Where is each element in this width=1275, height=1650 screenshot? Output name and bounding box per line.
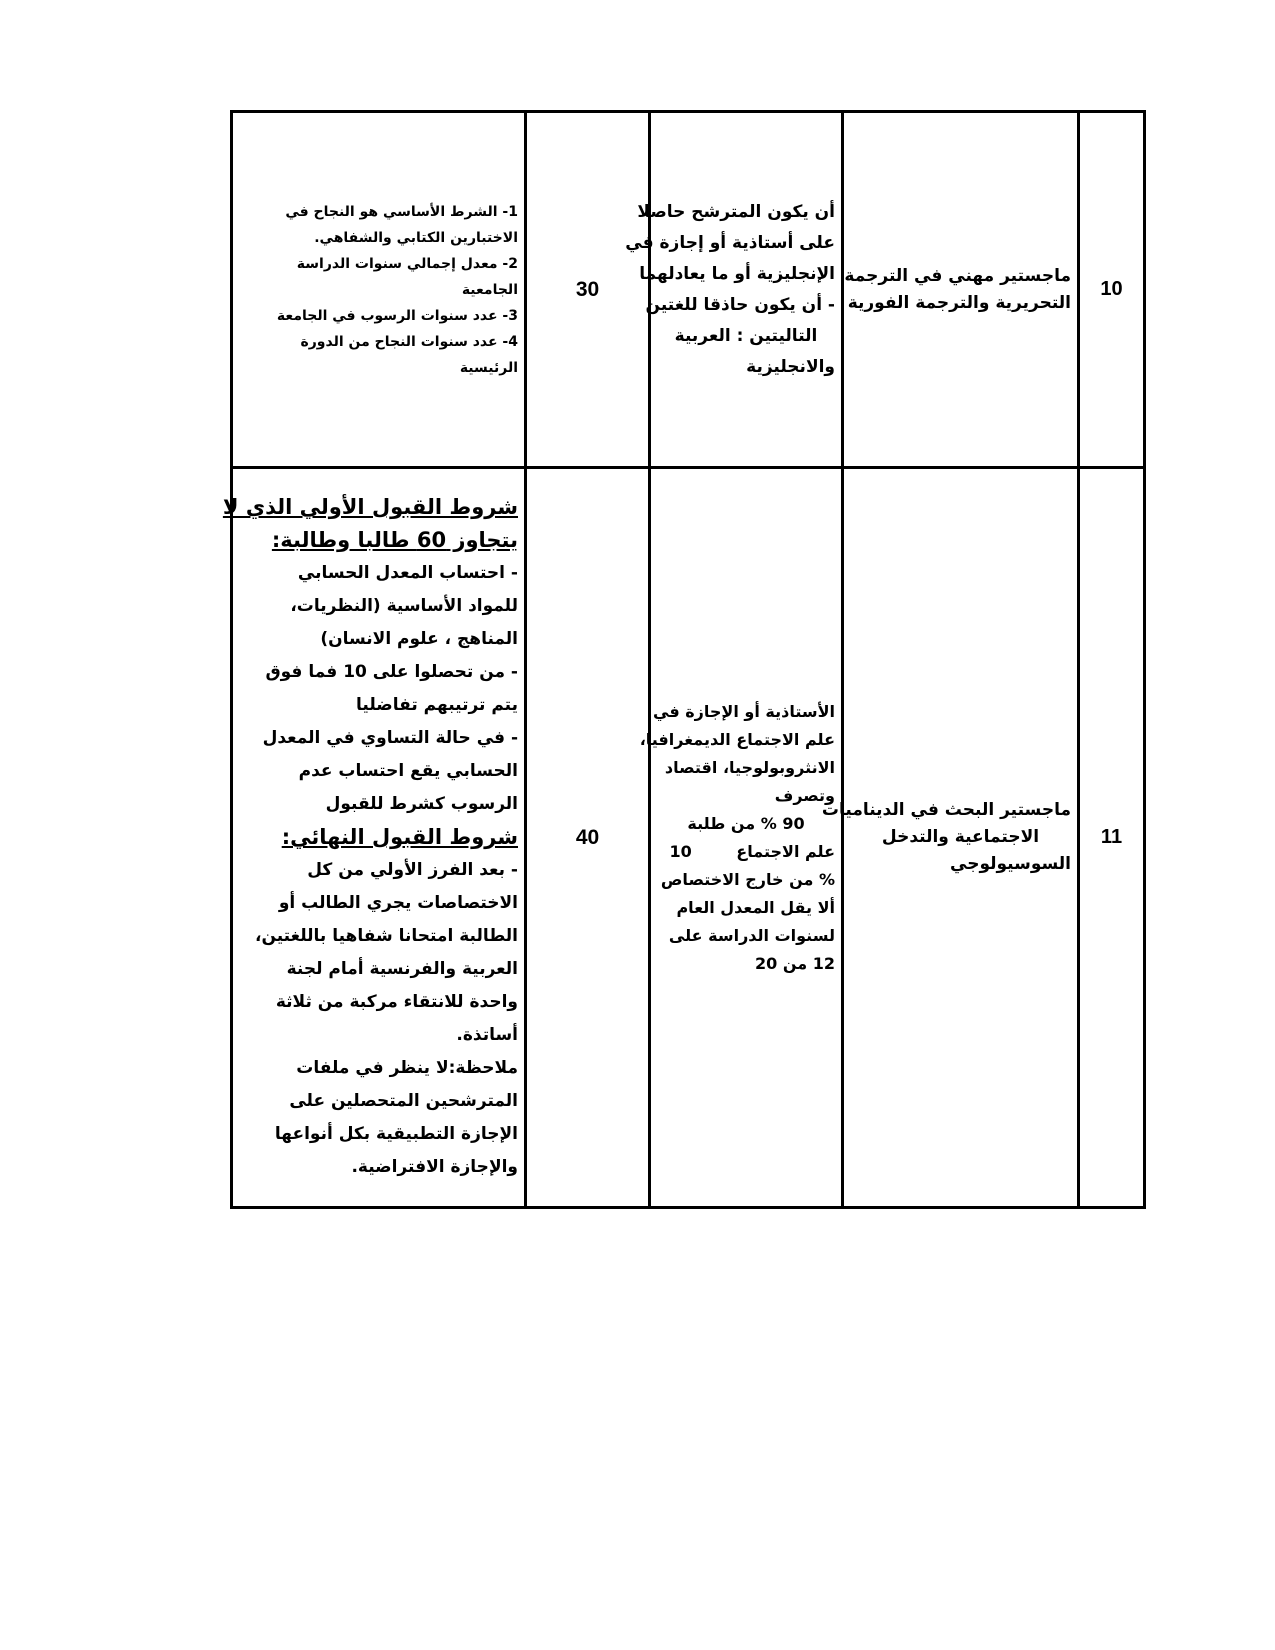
conditions-line: علم الاجتماع الديمغرافيا، xyxy=(639,729,835,749)
criteria-line: للمواد الأساسية (النظريات، xyxy=(290,596,518,616)
criteria-line: أساتذة. xyxy=(456,1025,518,1045)
criteria-line: الاختصاصات يجري الطالب أو xyxy=(278,893,518,913)
row-number: 10 xyxy=(1079,112,1145,468)
program-name-line: السوسيولوجي xyxy=(950,854,1071,874)
criteria-line: - من تحصلوا على 10 فما فوق xyxy=(265,662,518,682)
criteria-cell xyxy=(232,112,526,468)
criteria-cell xyxy=(222,468,526,1208)
conditions-line: ألا يقل المعدل العام xyxy=(676,897,835,917)
table-row xyxy=(232,468,1145,1208)
conditions-cell xyxy=(639,468,843,1208)
conditions-line: - أن يكون حاذقا للغتين xyxy=(645,294,835,315)
capacity-cell: 40 xyxy=(526,468,650,1208)
criteria-line: 4- عدد سنوات النجاح من الدورة xyxy=(300,333,518,350)
criteria-line: واحدة للانتقاء مركبة من ثلاثة xyxy=(275,992,518,1012)
conditions-line: على أستاذية أو إجازة في xyxy=(625,232,835,253)
criteria-line: ملاحظة:لا ينظر في ملفات xyxy=(296,1058,518,1078)
criteria-line: والإجازة الافتراضية. xyxy=(351,1157,518,1177)
program-name-cell xyxy=(843,112,1079,468)
criteria-line: الجامعية xyxy=(461,281,518,298)
capacity-cell: 30 xyxy=(526,112,650,468)
conditions-cell xyxy=(625,112,843,468)
criteria-line: 2- معدل إجمالي سنوات الدراسة xyxy=(296,255,518,272)
conditions-line: لسنوات الدراسة على xyxy=(668,925,835,945)
criteria-line: الطالبة امتحانا شفاهيا باللغتين، xyxy=(254,926,518,946)
program-name-cell xyxy=(821,468,1079,1208)
criteria-line: 3- عدد سنوات الرسوب في الجامعة xyxy=(276,307,518,324)
criteria-heading: شروط القبول النهائي: xyxy=(281,825,518,849)
conditions-line: الإنجليزية أو ما يعادلهما xyxy=(639,263,835,284)
criteria-line: العربية والفرنسية أمام لجنة xyxy=(286,959,518,979)
conditions-line: والانجليزية xyxy=(746,356,835,377)
criteria-line: - بعد الفرز الأولي من كل xyxy=(307,860,518,880)
conditions-line: الانثروبولوجيا، اقتصاد xyxy=(664,757,835,777)
conditions-line: 12 من 20 xyxy=(755,953,835,973)
conditions-line: وتصرف xyxy=(774,785,835,805)
criteria-line: الرئيسية xyxy=(459,359,518,376)
table-row xyxy=(232,112,1145,468)
criteria-line: المناهج ، علوم الانسان) xyxy=(320,629,518,649)
criteria-line: المترشحين المتحصلين على xyxy=(289,1091,518,1111)
row-number: 11 xyxy=(1079,468,1145,1208)
conditions-line: الأستاذية أو الإجازة في xyxy=(653,701,835,721)
programs-table xyxy=(222,110,1146,1209)
criteria-line: يتم ترتيبهم تفاضليا xyxy=(356,695,518,715)
criteria-heading: شروط القبول الأولي الذي لا xyxy=(222,495,518,519)
criteria-line: 1- الشرط الأساسي هو النجاح في xyxy=(285,203,518,220)
criteria-heading: يتجاوز 60 طالبا وطالبة: xyxy=(271,528,518,552)
program-name-line: ماجستير البحث في الديناميات xyxy=(821,800,1071,820)
program-name-line: التحريرية والترجمة الفورية xyxy=(847,292,1071,313)
criteria-line: - في حالة التساوي في المعدل xyxy=(262,728,518,748)
conditions-line: % من خارج الاختصاص xyxy=(660,869,835,889)
program-name-line: ماجستير مهني في الترجمة xyxy=(844,265,1071,286)
criteria-line: الرسوب كشرط للقبول xyxy=(325,794,518,814)
criteria-line: الحسابي يقع احتساب عدم xyxy=(298,761,518,781)
conditions-line: التاليتين : العربية xyxy=(674,325,818,346)
criteria-line: - احتساب المعدل الحسابي xyxy=(297,563,518,583)
conditions-line: 90 % من طلبة xyxy=(687,813,805,833)
program-name-line: الاجتماعية والتدخل xyxy=(881,827,1040,847)
criteria-line: الإجازة التطبيقية بكل أنواعها xyxy=(274,1124,518,1144)
conditions-line: علم الاجتماع 10 xyxy=(669,841,835,861)
criteria-line: الاختبارين الكتابي والشفاهي. xyxy=(314,229,518,246)
conditions-line: أن يكون المترشح حاصلا xyxy=(637,201,835,222)
